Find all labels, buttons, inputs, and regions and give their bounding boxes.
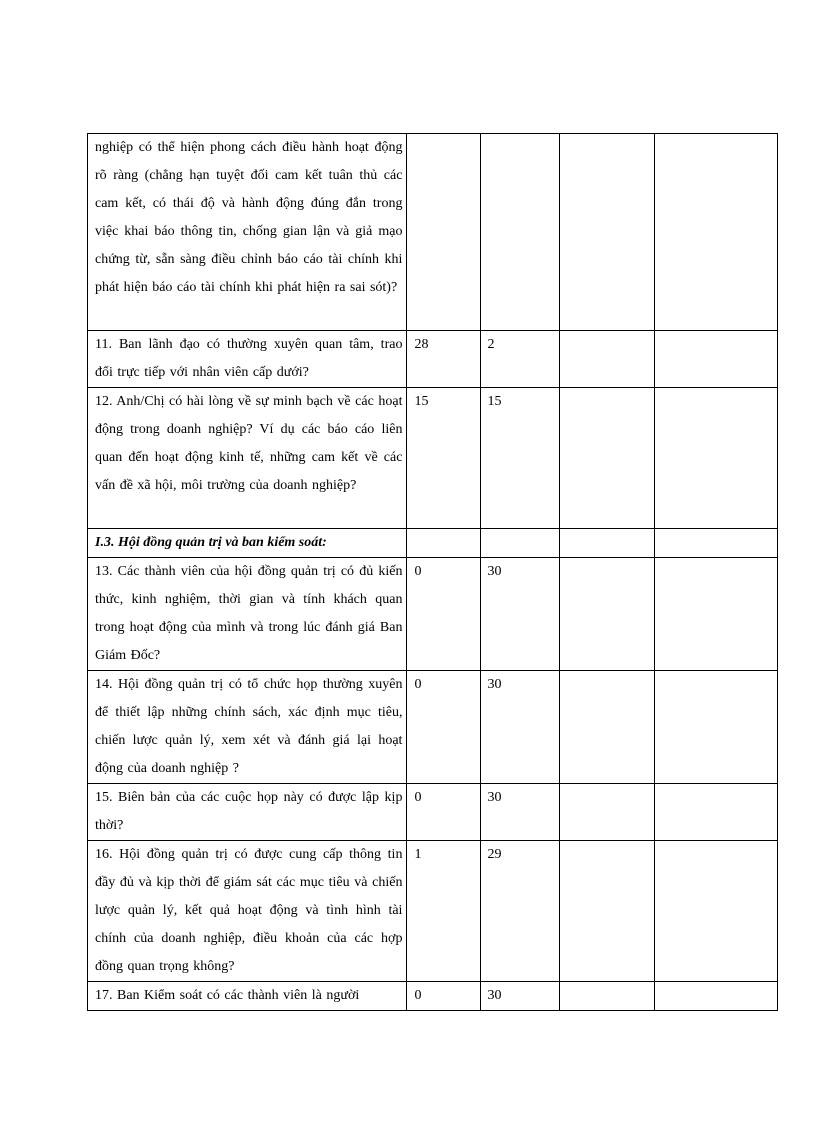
answer-cell-3: [559, 558, 654, 671]
question-cell: [88, 331, 407, 388]
answer-cell-1: 0: [407, 784, 480, 841]
answer-cell-2: [480, 529, 559, 558]
answer-cell-3: [559, 784, 654, 841]
section-heading: I.3. Hội đồng quản trị và ban kiểm soát:: [88, 529, 407, 558]
question-cell: [88, 558, 407, 671]
answer-cell-1: 1: [407, 841, 480, 982]
answer-cell-4: [654, 331, 777, 388]
answer-cell-1: [407, 134, 480, 331]
answer-cell-3: [559, 529, 654, 558]
answer-cell-4: [654, 671, 777, 784]
answer-cell-4: [654, 558, 777, 671]
answer-cell-1: 0: [407, 558, 480, 671]
answer-cell-2: 2: [480, 331, 559, 388]
question-cell: [88, 784, 407, 841]
question-text: 16. Hội đồng quản trị có được cung cấp thông tin đầy đủ và kịp thời để giám sát các mục tiêu và chiến lược quản lý, kết quả hoạt động và tình hình tài chính của doanh nghiệp, điều khoản của các hợp đồng quan trọng không?: [95, 847, 403, 974]
answer-cell-2: 15: [480, 388, 559, 529]
table-row: [88, 671, 778, 784]
table-row: [88, 134, 778, 331]
question-cell: [88, 134, 407, 331]
answer-cell-3: [559, 982, 654, 1011]
answer-cell-1: [407, 529, 480, 558]
answer-cell-3: [559, 671, 654, 784]
question-cell: [88, 671, 407, 784]
question-text: 11. Ban lãnh đạo có thường xuyên quan tâm, trao đổi trực tiếp với nhân viên cấp dưới?: [95, 337, 403, 380]
answer-cell-4: [654, 841, 777, 982]
answer-cell-1: 0: [407, 671, 480, 784]
answer-cell-1: 28: [407, 331, 480, 388]
question-text: nghiệp có thể hiện phong cách điều hành hoạt động rõ ràng (chẳng hạn tuyệt đối cam kết tuân thủ các cam kết, có thái độ và hành động đúng đắn trong việc khai báo thông tin, chống gian lận và giả mạo chứng từ, sẵn sàng điều chỉnh báo cáo tài chính khi phát hiện báo cáo tài chính khi phát hiện ra sai sót)?: [95, 140, 403, 295]
question-cell: [88, 388, 407, 529]
answer-cell-4: [654, 982, 777, 1011]
answer-cell-1: 0: [407, 982, 480, 1011]
question-text: 12. Anh/Chị có hài lòng về sự minh bạch về các hoạt động trong doanh nghiệp? Ví dụ các báo cáo liên quan đến hoạt động kinh tế, những cam kết về các vấn đề xã hội, môi trường của doanh nghiệp?: [95, 394, 403, 493]
table-row: [88, 331, 778, 388]
answer-cell-4: [654, 388, 777, 529]
answer-cell-3: [559, 841, 654, 982]
answer-cell-3: [559, 331, 654, 388]
question-cell: [88, 982, 407, 1011]
answer-cell-2: 30: [480, 784, 559, 841]
table-row: [88, 388, 778, 529]
table-row: [88, 558, 778, 671]
answer-cell-3: [559, 388, 654, 529]
answer-cell-3: [559, 134, 654, 331]
table-row: [88, 841, 778, 982]
table-row: [88, 784, 778, 841]
answer-cell-4: [654, 784, 777, 841]
answer-cell-2: 30: [480, 671, 559, 784]
answer-cell-2: [480, 134, 559, 331]
answer-cell-4: [654, 134, 777, 331]
answer-cell-1: 15: [407, 388, 480, 529]
answer-cell-2: 30: [480, 558, 559, 671]
table-row: [88, 982, 778, 1011]
question-text: 15. Biên bản của các cuộc họp này có được lập kịp thời?: [95, 790, 403, 833]
question-text: 13. Các thành viên của hội đồng quản trị có đủ kiến thức, kinh nghiệm, thời gian và tính khách quan trong hoạt động của mình và trong lúc đánh giá Ban Giám Đốc?: [95, 564, 403, 663]
question-text: 14. Hội đồng quản trị có tổ chức họp thường xuyên để thiết lập những chính sách, xác định mục tiêu, chiến lược quản lý, xem xét và đánh giá lại hoạt động của doanh nghiệp ?: [95, 677, 403, 776]
answer-cell-4: [654, 529, 777, 558]
answer-cell-2: 29: [480, 841, 559, 982]
question-cell: [88, 841, 407, 982]
answer-cell-2: 30: [480, 982, 559, 1011]
section-row: [88, 529, 778, 558]
survey-table: [87, 133, 778, 1011]
question-text: 17. Ban Kiểm soát có các thành viên là người: [95, 988, 360, 1003]
